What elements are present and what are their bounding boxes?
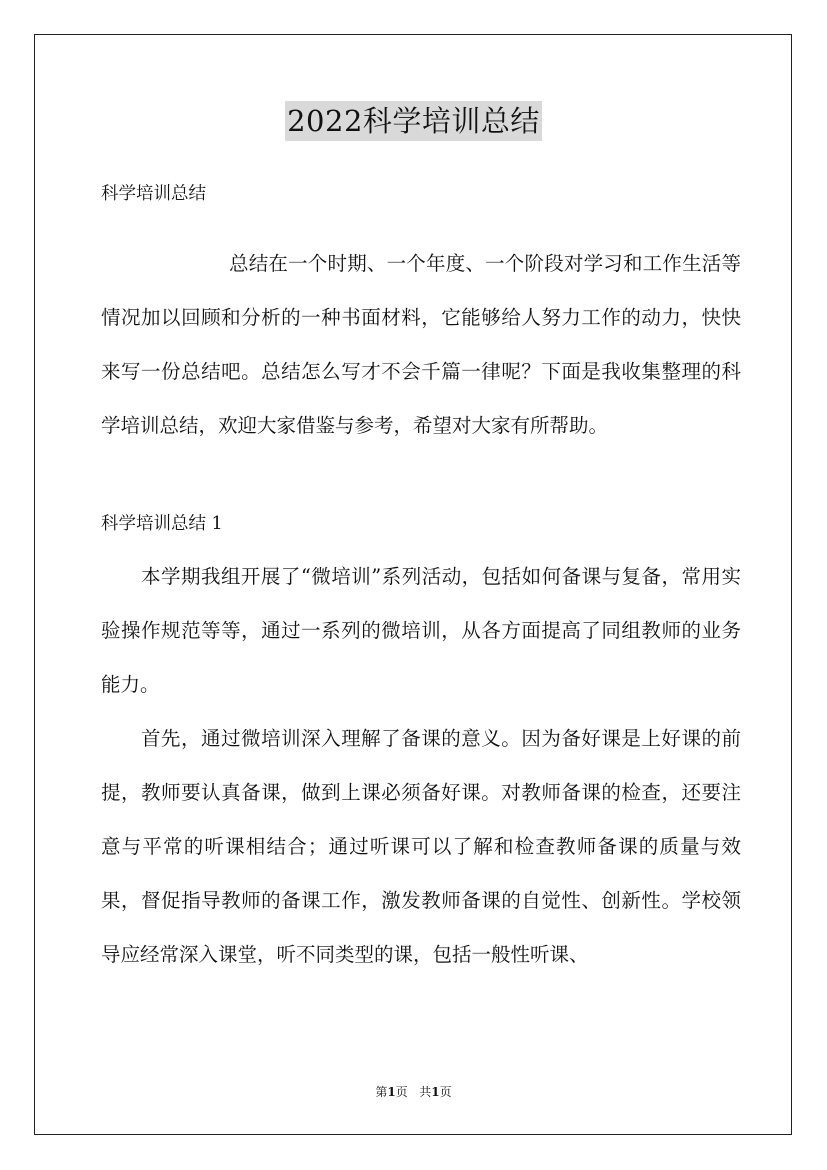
section1-paragraph-1: 本学期我组开展了“微培训”系列活动，包括如何备课与复备，常用实验操作规范等等，通过一系列的微培训，从各方面提高了同组教师的业务能力。 — [101, 565, 741, 696]
page-footer — [0, 1084, 827, 1100]
title-area — [0, 101, 827, 141]
page-suffix: 页 — [395, 1085, 408, 1099]
total-number: 1 — [431, 1085, 440, 1099]
intro-heading: 科学培训总结 — [101, 184, 206, 204]
total-suffix: 页 — [439, 1085, 452, 1099]
page-prefix: 第 — [375, 1085, 388, 1099]
intro-paragraph: 总结在一个时期、一个年度、一个阶段对学习和工作生活等情况加以回顾和分析的一种书面材料，它能够给人努力工作的动力，快快来写一份总结吧。总结怎么写才不会千篇一律呢？下面是我收集整理的科学培训总结，欢迎大家借鉴与参考，希望对大家有所帮助。 — [101, 252, 741, 437]
total-prefix: 共 — [419, 1085, 432, 1099]
document-title: 2022科学培训总结 — [285, 101, 542, 141]
page-number: 1 — [387, 1085, 396, 1099]
document-body — [101, 172, 741, 982]
section1-paragraph-2: 首先，通过微培训深入理解了备课的意义。因为备好课是上好课的前提，教师要认真备课，做到上课必须备好课。对教师备课的检查，还要注意与平常的听课相结合；通过听课可以了解和检查教师备课的质量与效果，督促指导教师的备课工作，激发教师备课的自觉性、创新性。学校领导应经常深入课堂，听不同类型的课，包括一般性听课、 — [101, 727, 741, 966]
section1-heading: 科学培训总结 1 — [101, 514, 223, 534]
